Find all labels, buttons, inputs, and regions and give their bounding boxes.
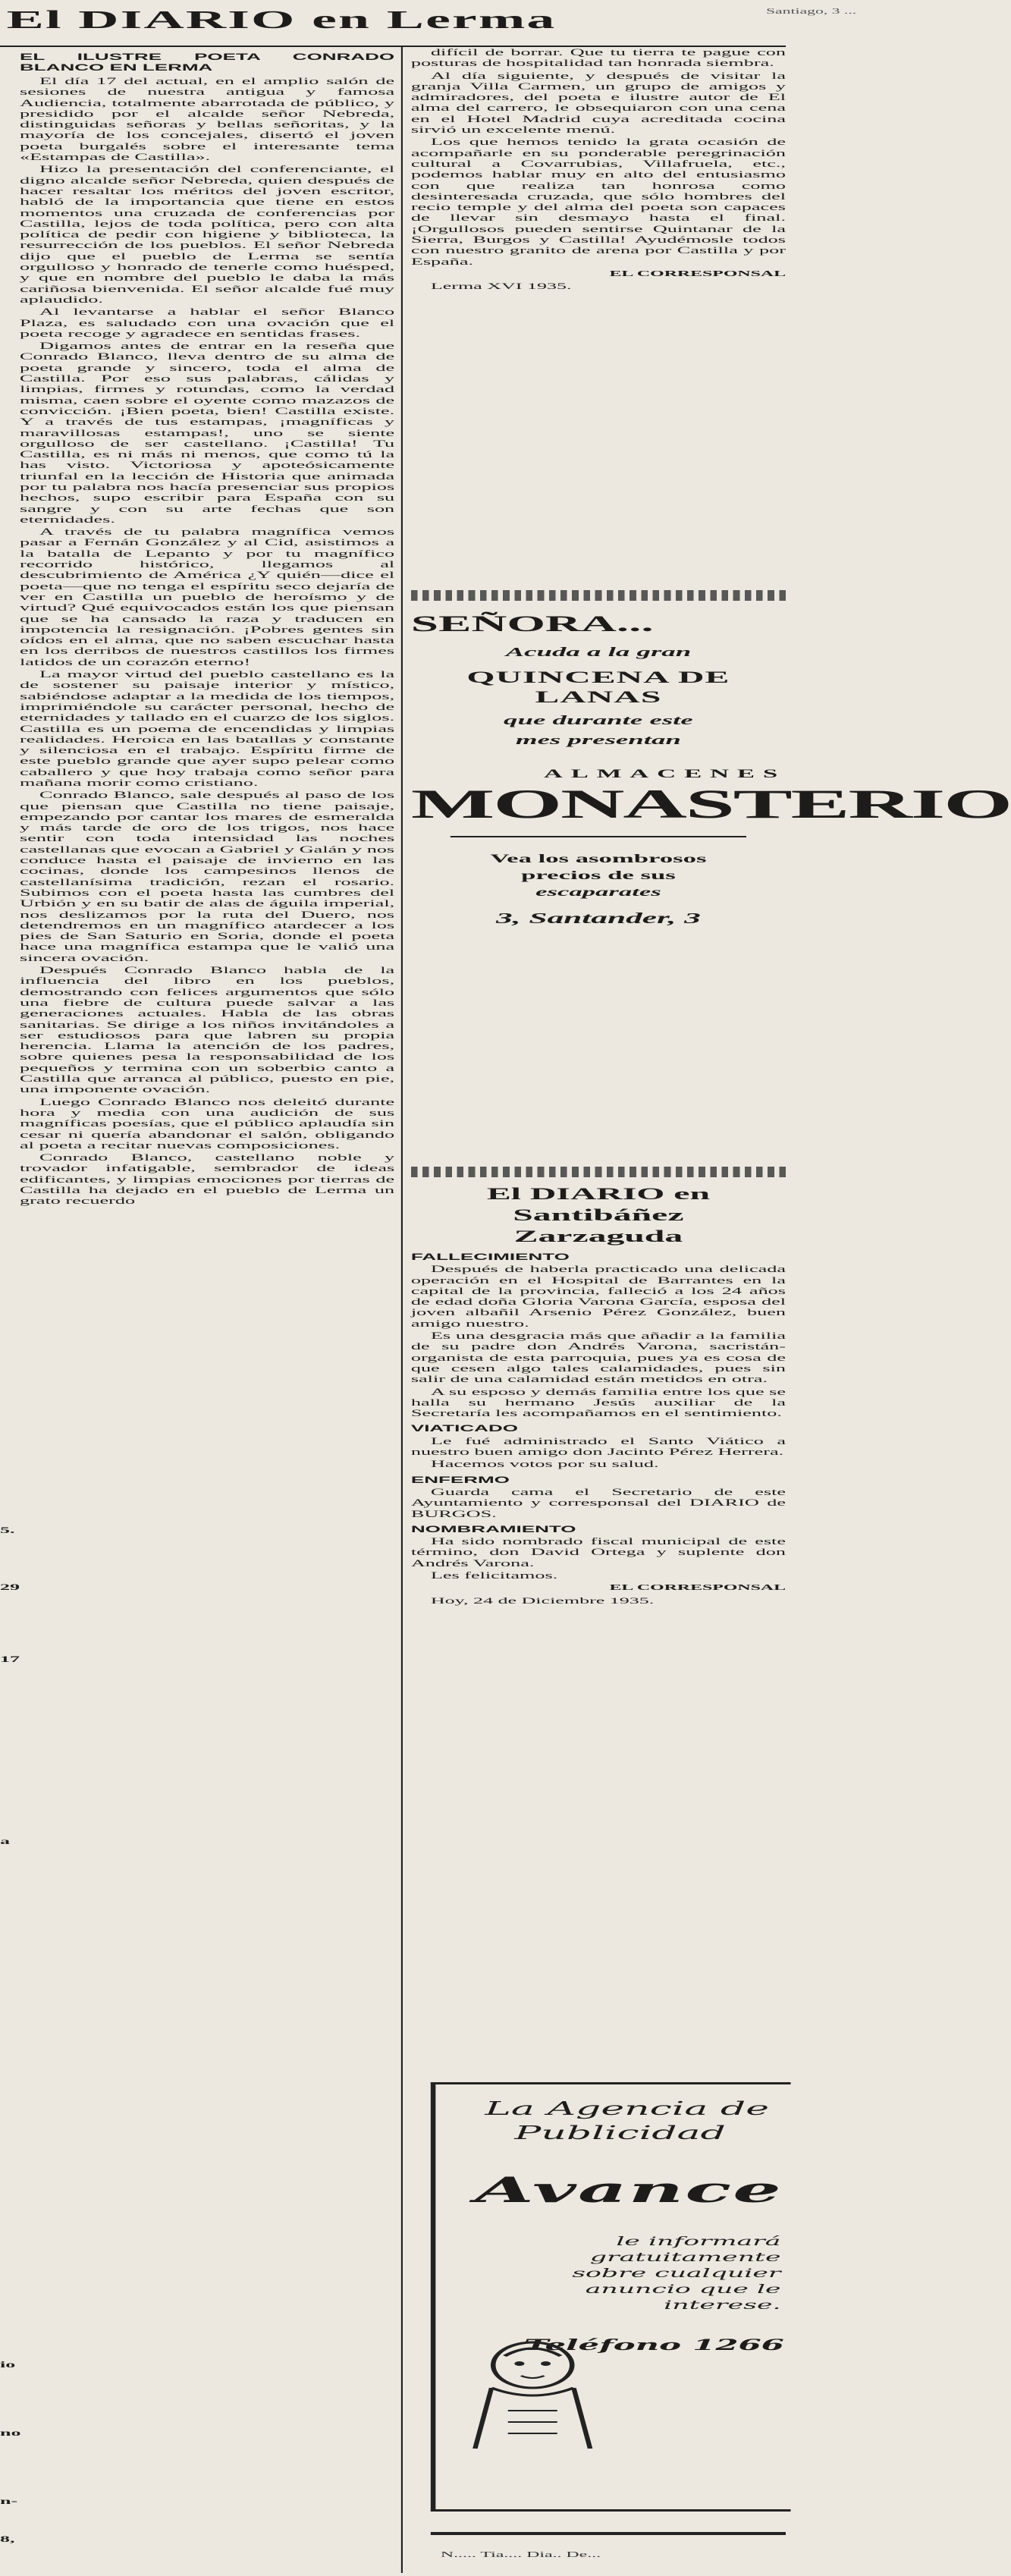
edge-fragment: 8, (0, 2534, 15, 2544)
ad-rule (451, 836, 746, 837)
edge-fragment: no (0, 2427, 21, 2438)
santi-paragraph: A su esposo y demás familia entre los que se halla su hermano Jesús auxiliar de la Secretaría les acompañamos en el sentimiento. (410, 1386, 786, 1419)
lerma-paragraph: Después Conrado Blanco habla de la influencia del libro en los pueblos, demostrando con felices argumentos que sólo una fiebre de cultura puede salvar a las generaciones actuales. Habla de las obras sanitarias. Se dirige a los niños invitándoles a ser estudiosos para que labren su propia herencia. Llama la atención de los padres, sobre quienes pesa la responsabilidad de los pequeños y termina con un soberbio canto a Castilla que arranca al público, puesto en pie, una imponente ovación. (20, 965, 395, 1095)
avance-phone: Teléfono 1266 (524, 2336, 784, 2354)
lerma-paragraph: Al levantarse a hablar el señor Blanco Plaza, es saludado con una ovación que el poeta recoge y agradece en sentidas frases. (20, 306, 395, 339)
section-heading: FALLECIMIENTO (410, 1252, 570, 1262)
avance-brand: Avance (475, 2169, 783, 2210)
santi-paragraph: Hacemos votos por su salud. (430, 1459, 659, 1470)
lerma-paragraph: Conrado Blanco, sale después al paso de los que piensan que Castilla no tiene paisaje, empezando por cantar los mares de esmeralda y más tarde de oro de los trigos, nos hace sentir con toda intensidad las noches castellanas que evocan a Gabriel y Galán y nos conduce hasta el paisaje de invierno en las cocinas, donde los campesinos llenos de castellanísima tradición, rezan el rosario. Subimos con el poeta hasta las cumbres del Urbión y en su batir de alas de águila imperial, nos deslizamos por la ruta del Duero, nos detendremos en un magnífico atardecer a los pies de San Saturio en Soria, donde el poeta hace una magnífica estampa que le valió una sincera ovación. (20, 790, 395, 963)
ad-store-name: MONASTERIO (410, 781, 1011, 827)
lerma-cont-paragraph: difícil de borrar. Que tu tierra te pague con posturas de hospitalidad tan honrada siembra. (410, 47, 786, 69)
santi-title-2: Zarzaguda (513, 1227, 683, 1246)
edge-fragment: n- (0, 2496, 18, 2506)
avance-text-line: anuncio que le (585, 2282, 781, 2296)
masthead-title: El DIARIO en Lerma (6, 6, 557, 34)
ad-mes: mes presentan (515, 733, 681, 747)
avance-text-line: sobre cualquier (572, 2266, 781, 2280)
lerma-cont-paragraph: Al día siguiente, y después de visitar la granja Villa Carmen, un grupo de amigos y admiradores, del poeta e ilustre autor de El alma del carrero, le obsequiaron con una cena en el Hotel Madrid cuya acreditada cocina sirvió un excelente menú. (410, 70, 786, 136)
lerma-cont-paragraph: Los que hemos tenido la grata ocasión de acompañarle en su ponderable peregrinación cultural a Covarrubias, Villafruela, etc., podemos hablar muy en alto del entusiasmo con que realiza tan honrosa como desinteresada cruzada, que sólo hombres del recio temple y del alma del poeta son capaces de llevar sin desmayo hasta el final. ¡Orgullosos pueden sentirse Quintanar de la Sierra, Burgos y Castilla! Ayudémosle todos con nuestro granito de arena por Castilla y por España. (410, 137, 786, 267)
santi-title: El DIARIO en Santibáñez (486, 1184, 710, 1224)
ad-quincena: QUINCENA DE LANAS (466, 668, 730, 706)
lerma-paragraph: Hizo la presentación del conferenciante, el digno alcalde señor Nebreda, quien después de hacer resaltar los méritos del joven escritor, habló de la importancia que tiene en estos momentos una cruzada de conferencias por Castilla, lejos de toda política, pero con alta política de pedir con higiene y biblioteca, la resurrección de los pueblos. El señor Nebreda dijo que el pueblo de Lerma se sentía orgulloso y honrado de tenerle como huésped, y que en nombre del pueblo le daba la más cariñosa bienvenida. El señor alcalde fué muy aplaudido. (20, 164, 395, 305)
santi-paragraph: Después de haberla practicado una delicada operación en el Hospital de Barrantes en la capital de la provincia, falleció a los 24 años de edad doña Gloria Varona García, esposa del joven albañil Arsenio Pérez González, buen amigo nuestro. (410, 1264, 786, 1329)
signature: EL CORRESPONSAL (609, 269, 786, 278)
ad-senora: SEÑORA... (410, 611, 654, 636)
article-santibanez (411, 1183, 786, 1607)
bottom-fragment: N..... Tia.... Dia.. De... (440, 2550, 601, 2559)
santi-paragraph: Guarda cama el Secretario de este Ayuntamiento y corresponsal del DIARIO de BURGOS. (410, 1486, 786, 1519)
ad-vea: Vea los asombrosos (490, 853, 707, 865)
edge-fragment: 17 (0, 1654, 20, 1664)
lerma-paragraph: A través de tu palabra magnífica vemos pasar a Fernán González y al Cid, asistimos a la batalla de Lepanto y por tu magnífico recorrido histórico, llegamos al descubrimiento de América ¿Y quién—dice el poeta—que no tenga el espíritu seco dejaría de ver en Castilla un pueblo de heroísmo y de virtud? Qué equivocados están los que piensan que se ha cansado la raza y traducen en impotencia la resignación. ¡Pobres gentes sin oídos en el alma, que no saben escuchar hasta en los derribos de nuestros castillos los firmes latidos de un corazón eterno! (20, 526, 395, 668)
ad-escaparates: escaparates (535, 886, 661, 899)
lerma-paragraph: Digamos antes de entrar en la reseña que Conrado Blanco, lleva dentro de su alma de poeta grande y sincero, toda el alma de Castilla. Por eso sus palabras, cálidas y limpias, firmes y rotundas, como la verdad misma, caen sobre el oyente como mazazos de convicción. ¡Bien poeta, bien! Castilla existe. Y a través de tus estampas, ¡magníficas y maravillosas estampas!, uno se siente orgulloso de ser castellano. ¡Castilla! Tu Castilla, es ni más ni menos, que como tú la has visto. Victoriosa y apoteósicamente triunfal en la lección de Historia que animada por tu palabra nos hacía presenciar sus propios hechos, supo escribir para España con su sangre y con su arte fechas que son eternidades. (20, 341, 395, 525)
article-body (20, 76, 394, 1207)
lerma-paragraph: El día 17 del actual, en el amplio salón de sesiones de nuestra antigua y famosa Audiencia, totalmente abarrotada de público, y presidido por el alcalde señor Nebreda, distinguidas señoras y bellas señoritas, y la mayoría de los concejales, disertó el joven poeta burgalés sobre el interesante tema «Estampas de Castilla». (20, 76, 395, 163)
avance-text-line: le informará (616, 2234, 781, 2248)
santi-date: Hoy, 24 de Diciembre 1935. (430, 1594, 655, 1606)
column-divider (401, 47, 403, 2573)
avance-line2: Publicidad (514, 2122, 726, 2144)
article-headline: EL ILUSTRE POETA CONRADO BLANCO EN LERMA (20, 52, 395, 73)
avance-text (435, 2233, 780, 2313)
ornament-border-2 (411, 1167, 786, 1177)
avance-line1: La Agencia de (485, 2098, 770, 2119)
edge-fragment: io (0, 2359, 16, 2370)
ad-avance (431, 2082, 791, 2512)
santi-paragraph: Es una desgracia más que añadir a la familia de su padre don Andrés Varona, sacristán-organista de esta parroquia, pues ya es cosa de que cesen algo tales calamidades, pues sin salir de una calamidad están metidos en otra. (410, 1330, 786, 1385)
ad-acuda: Acuda a la gran (505, 645, 692, 659)
side-fragment: Santiago, 3 ... (765, 8, 857, 16)
article-lerma (20, 52, 394, 1208)
lerma-paragraph: Conrado Blanco, castellano noble y trovador infatigable, sembrador de ideas edificantes, y limpias emociones por tierras de Castilla ha dejado en el pueblo de Lerma un grato recuerdo (20, 1152, 395, 1207)
santi-paragraph: Ha sido nombrado fiscal municipal de este término, don David Ortega y suplente don Andrés Varona. (410, 1536, 786, 1569)
article-continuation (411, 47, 786, 294)
ornament-border (411, 590, 786, 601)
santi-signature: EL CORRESPONSAL (609, 1583, 786, 1593)
continuation-body (411, 47, 786, 267)
edge-fragment: 29 (0, 1582, 20, 1592)
section-heading: NOMBRAMIENTO (410, 1523, 576, 1535)
lerma-paragraph: Luego Conrado Blanco nos deleitó durante hora y media con una audición de sus magníficas poesías, que el público aplaudía sin cesar ni quería abandonar el salón, obligando al poeta a recitar nuevas composiciones. (20, 1096, 395, 1151)
section-heading: ENFERMO (410, 1474, 510, 1485)
ad-almacenes: ALMACENES (543, 768, 786, 781)
lerma-paragraph: La mayor virtud del pueblo castellano es la de sostener su paisaje interior y místico, sabiéndose adaptar a la medida de los tiempos, imprimiéndole su carácter personal, hecho de eternidades y tallado en el cuarzo de los siglos. Castilla es un poema de encendidas y limpias realidades. Heroica en las batallas y constante y silenciosa en el trabajo. Espíritu firme de este pueblo grande que ayer supo pelear como caballero y que hoy trabaja como señor para mañana morir como cristiano. (20, 669, 395, 788)
santi-paragraph: Le fué administrado el Santo Viático a nuestro buen amigo don Jacinto Pérez Herrera. (410, 1435, 786, 1458)
masthead (0, 0, 786, 47)
ad-address: 3, Santander, 3 (496, 910, 701, 927)
santi-paragraph: Les felicitamos. (430, 1570, 558, 1582)
ad-monasterio (410, 607, 1011, 1161)
section-heading: VIATICADO (410, 1423, 518, 1434)
dateline: Lerma XVI 1935. (430, 281, 572, 292)
edge-fragment: 5. (0, 1525, 15, 1535)
avance-text-line: interese. (664, 2298, 781, 2312)
edge-fragment: a (0, 1836, 11, 1846)
ad-precios: precios de sus (521, 869, 676, 882)
figure-illustration-icon (459, 2335, 607, 2456)
bottom-rule (431, 2532, 786, 2535)
avance-text-line: gratuitamente (589, 2250, 781, 2264)
santi-sections (411, 1252, 786, 1581)
ad-que: que durante este (504, 713, 693, 727)
